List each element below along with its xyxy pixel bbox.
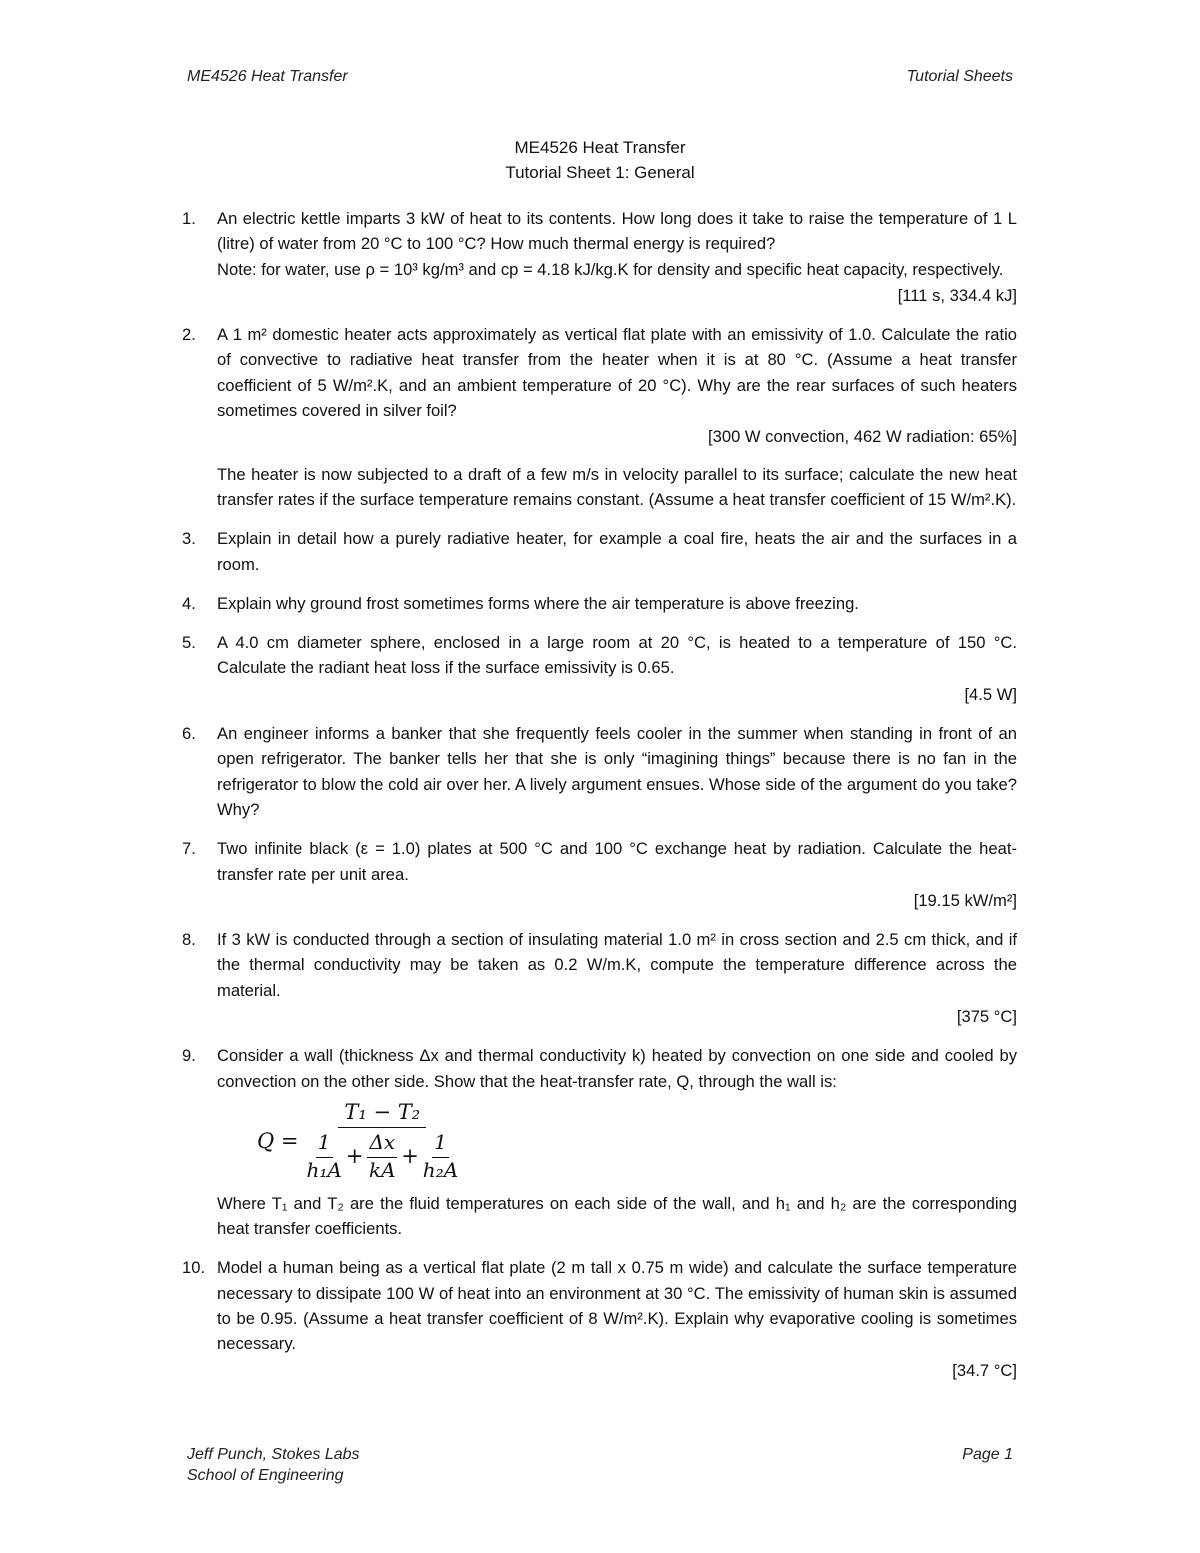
question-answer: [19.15 kW/m²] bbox=[913, 890, 1017, 910]
question-1 bbox=[182, 206, 1017, 308]
footer-author-name: Jeff Punch, Stokes Labs bbox=[187, 1446, 360, 1463]
question-number: 10. bbox=[182, 1258, 206, 1278]
question-3 bbox=[182, 526, 1017, 577]
question-10 bbox=[182, 1255, 1017, 1382]
document-title bbox=[0, 135, 1200, 185]
question-text: An electric kettle imparts 3 kW of heat to its contents. How long does it take to raise the temperature of 1 L (litre) of water from 20 °C to 100 °C? How much thermal energy is required? bbox=[217, 209, 1017, 254]
question-followup: The heater is now subjected to a draft of a few m/s in velocity parallel to its surface; calculate the new heat transfer rates if the surface temperature remains constant. (Assume a heat transfer coefficient of 15 W/m².K). bbox=[217, 464, 1017, 509]
question-text: Model a human being as a vertical flat plate (2 m tall x 0.75 m wide) and calculate the surface temperature necessary to dissipate 100 W of heat into an environment at 30 °C. The emissivity of human skin is assumed to be 0.95. (Assume a heat transfer coefficient of 8 W/m².K). Explain why evaporative cooling is sometimes necessary. bbox=[217, 1258, 1017, 1354]
question-text: A 1 m² domestic heater acts approximately as vertical flat plate with an emissivity of 1.0. Calculate the ratio of convective to radiative heat transfer from the heater when it is at 80 °C. (Assume a heat transfer coefficient of 5 W/m².K, and an ambient temperature of 20 °C). Why are the rear surfaces of such heaters sometimes covered in silver foil? bbox=[217, 325, 1017, 421]
plus-sign: + bbox=[401, 1143, 419, 1168]
footer-school: School of Engineering bbox=[187, 1467, 344, 1484]
question-text: Consider a wall (thickness Δx and thermal conductivity k) heated by convection on one side and cooled by convection on the other side. Show that the heat-transfer rate, Q, through the wall is: bbox=[217, 1046, 1017, 1091]
formula-term-2 bbox=[367, 1130, 397, 1183]
question-number: 2. bbox=[182, 325, 196, 345]
question-answer: [300 W convection, 462 W radiation: 65%] bbox=[708, 427, 1017, 447]
question-number: 9. bbox=[182, 1046, 196, 1066]
formula-denominator bbox=[307, 1128, 459, 1183]
question-4 bbox=[182, 591, 1017, 616]
question-8 bbox=[182, 927, 1017, 1029]
title-sheet: Tutorial Sheet 1: General bbox=[505, 163, 695, 182]
running-header bbox=[187, 68, 1013, 86]
term-3-numerator: 1 bbox=[432, 1130, 449, 1157]
term-2-numerator: Δx bbox=[367, 1130, 397, 1157]
page-number: Page 1 bbox=[962, 1446, 1013, 1463]
footer-author bbox=[187, 1444, 360, 1486]
question-2 bbox=[182, 322, 1017, 512]
formula-term-1 bbox=[307, 1130, 342, 1183]
question-number: 3. bbox=[182, 529, 196, 549]
question-5 bbox=[182, 630, 1017, 707]
question-number: 5. bbox=[182, 633, 196, 653]
heat-transfer-formula bbox=[257, 1100, 1017, 1183]
question-text: If 3 kW is conducted through a section of insulating material 1.0 m² in cross section and 2.5 cm thick, and if the thermal conductivity may be taken as 0.2 W/m.K, compute the temperature difference across the material. bbox=[217, 930, 1017, 1000]
question-text: Two infinite black (ε = 1.0) plates at 500 °C and 100 °C exchange heat by radiation. Calculate the heat-transfer rate per unit area. bbox=[217, 839, 1017, 884]
title-course: ME4526 Heat Transfer bbox=[514, 138, 686, 157]
header-section: Tutorial Sheets bbox=[906, 68, 1013, 85]
header-course: ME4526 Heat Transfer bbox=[187, 68, 348, 85]
question-number: 6. bbox=[182, 724, 196, 744]
plus-sign: + bbox=[345, 1143, 364, 1168]
question-text: Explain in detail how a purely radiative heater, for example a coal fire, heats the air and the surfaces in a room. bbox=[217, 529, 1017, 574]
formula-lhs: Q = bbox=[257, 1128, 299, 1153]
term-2-denominator: kA bbox=[369, 1157, 396, 1182]
question-list bbox=[182, 206, 1017, 1397]
question-number: 7. bbox=[182, 839, 196, 859]
question-text: Explain why ground frost sometimes forms where the air temperature is above freezing. bbox=[217, 593, 859, 613]
question-number: 4. bbox=[182, 593, 196, 613]
question-note: Note: for water, use ρ = 10³ kg/m³ and cp = 4.18 kJ/kg.K for density and specific heat capacity, respectively. bbox=[217, 259, 1004, 279]
question-answer: [111 s, 334.4 kJ] bbox=[897, 285, 1017, 305]
term-3-denominator: h₂A bbox=[422, 1157, 459, 1182]
question-9 bbox=[182, 1043, 1017, 1241]
question-answer: [34.7 °C] bbox=[952, 1360, 1017, 1380]
question-followup: Where T₁ and T₂ are the fluid temperatures on each side of the wall, and h₁ and h₂ are the corresponding heat transfer coefficients. bbox=[217, 1193, 1017, 1239]
question-number: 1. bbox=[182, 209, 196, 228]
question-text: A 4.0 cm diameter sphere, enclosed in a large room at 20 °C, is heated to a temperature of 150 °C. Calculate the radiant heat loss if the surface emissivity is 0.65. bbox=[217, 633, 1017, 678]
question-7 bbox=[182, 836, 1017, 913]
footer-page bbox=[962, 1444, 1013, 1486]
formula-numerator: T₁ − T₂ bbox=[338, 1100, 426, 1128]
question-6 bbox=[182, 721, 1017, 822]
term-1-denominator: h₁A bbox=[306, 1157, 342, 1182]
running-footer bbox=[187, 1444, 1013, 1486]
formula-main-fraction bbox=[307, 1100, 459, 1183]
question-number: 8. bbox=[182, 930, 196, 950]
question-answer: [4.5 W] bbox=[964, 684, 1017, 704]
formula-term-3 bbox=[423, 1130, 458, 1183]
term-1-numerator: 1 bbox=[316, 1130, 333, 1157]
question-answer: [375 °C] bbox=[956, 1007, 1017, 1027]
question-text: An engineer informs a banker that she frequently feels cooler in the summer when standing in front of an open refrigerator. The banker tells her that she is only “imagining things” because there is no fan in the refrigerator to blow the cold air over her. A lively argument ensues. Whose side of the argument do you take? Why? bbox=[217, 724, 1017, 819]
